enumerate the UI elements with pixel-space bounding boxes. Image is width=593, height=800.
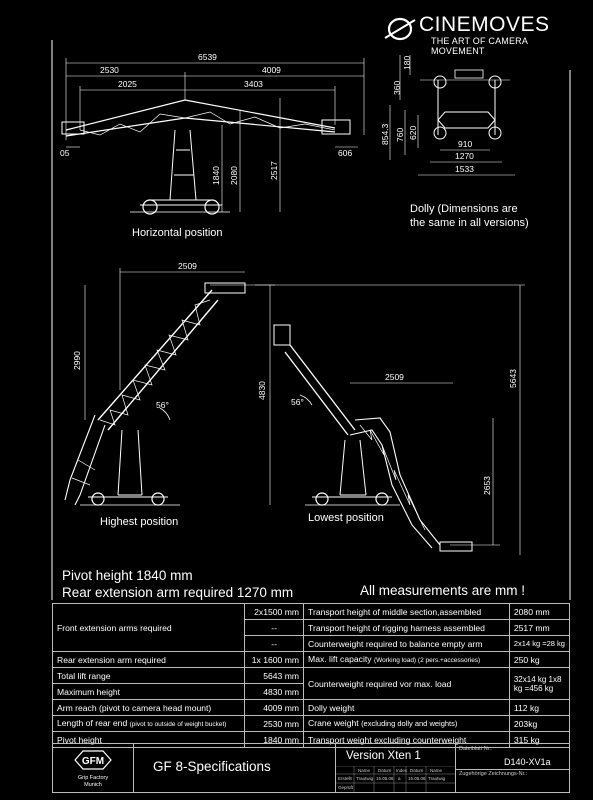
spec-label-lift-range: Total lift range xyxy=(53,668,245,684)
version-label: Version Xten 1 xyxy=(346,750,421,762)
dolly-dim-w3: 1533 xyxy=(455,164,474,174)
lowest-dim-reach: 2509 xyxy=(385,372,404,382)
spec-value-front-ext: 2x1500 mm xyxy=(245,604,304,620)
spec-value-counterweight-max: 32x14 kg 1x8 kg =456 kg xyxy=(509,668,569,700)
spec-label-crane-weight: Crane weight xyxy=(308,718,359,728)
spec-label-arm-reach: Arm reach (pivot to camera head mount) xyxy=(53,700,245,716)
rear-extension-note: Rear extension arm required 1270 mm xyxy=(62,585,294,600)
lowest-caption: Lowest position xyxy=(308,512,384,524)
grid-index: Index xyxy=(396,768,408,773)
spec-value-front-ext-3: -- xyxy=(245,636,304,652)
spec-label-rear-ext: Rear extension arm required xyxy=(53,652,245,668)
highest-position-drawing xyxy=(65,268,275,505)
gfm-logo xyxy=(53,744,134,792)
spec-value-arm-reach: 4009 mm xyxy=(245,700,304,716)
lowest-position-drawing xyxy=(255,285,525,555)
file-number-label: Dateiblatt Nr.: xyxy=(459,746,493,752)
highest-dim-height: 4830 xyxy=(257,381,267,400)
spec-label-max-height: Maximum height xyxy=(53,684,245,700)
pivot-note: Pivot height 1840 mm xyxy=(62,568,193,583)
dim-rear: 2530 xyxy=(100,65,119,75)
lowest-dim-angle: 56° xyxy=(291,397,304,407)
title-block xyxy=(52,743,570,793)
spec-label-counterweight-max: Counterweight required vor max. load xyxy=(304,668,510,700)
gfm-sub2: Munich xyxy=(84,782,102,788)
lowest-dim-height: 2653 xyxy=(482,476,492,495)
dim-right-small: 606 xyxy=(338,148,353,158)
spec-value-lift-range: 5643 mm xyxy=(245,668,304,684)
spec-label-front-ext: Front extension arms required xyxy=(53,604,245,652)
spec-label-pivot-height: Pivot height xyxy=(53,732,245,748)
brand-tagline: THE ART OF CAMERA MOVEMENT xyxy=(431,36,528,56)
spec-table xyxy=(52,603,570,748)
gfm-sub1: Grip Factory xyxy=(77,775,109,781)
spec-value-counterweight-empty: 2x14 kg =28 kg xyxy=(509,636,569,652)
horizontal-position-drawing xyxy=(62,58,364,214)
dolly-dim-v1: 854.3 xyxy=(380,123,390,145)
spec-note-max-lift: (Working load) (2 pers.+accessories) xyxy=(373,656,481,664)
file-number-value: D140-XV1a xyxy=(504,757,551,767)
spec-value-transport-weight: 315 kg xyxy=(509,732,569,748)
spec-label-counterweight-empty: Counterweight required to balance empty arm xyxy=(304,636,510,652)
grid-datum2: Datum xyxy=(410,768,424,773)
spec-label-rear-end: Length of rear end xyxy=(57,717,128,728)
spec-value-pivot-height: 1840 mm xyxy=(245,732,304,748)
spec-note-rear-end: (pivot to outside of weight bucket) xyxy=(129,720,227,728)
dim-front: 4009 xyxy=(262,65,281,75)
lowest-dim-total: 5643 xyxy=(508,369,518,388)
grid-geprueft: Geprüft xyxy=(338,785,354,790)
spec-value-front-ext-2: -- xyxy=(245,620,304,636)
dolly-dim-w2: 1270 xyxy=(455,151,474,161)
spec-value-max-lift: 250 kg xyxy=(509,652,569,668)
dim-rear-inner: 2025 xyxy=(118,79,137,89)
dolly-dim-v2: 760 xyxy=(395,127,405,142)
spec-label-max-lift: Max. lift capacity xyxy=(308,653,372,664)
dolly-caption-line1: Dolly (Dimensions are xyxy=(410,203,518,215)
grid-date1: 15.05.06 xyxy=(376,776,394,781)
dim-total: 6539 xyxy=(198,52,217,62)
highest-dim-reach: 2509 xyxy=(178,261,197,271)
horizontal-caption: Horizontal position xyxy=(132,227,223,239)
gfm-badge-icon xyxy=(73,748,113,772)
version-box xyxy=(335,744,456,792)
dolly-caption-line2: the same in all versions) xyxy=(410,217,529,229)
grid-erstellt: Erstellt xyxy=(338,776,352,781)
highest-dim-vertical: 2990 xyxy=(72,351,82,370)
spec-value-rear-ext: 1x 1600 mm xyxy=(245,652,304,668)
units-note: All measurements are mm ! xyxy=(360,583,526,598)
dolly-dim-v3: 620 xyxy=(408,125,418,140)
dolly-dim-top2: 360 xyxy=(392,80,402,95)
dolly-top-view-drawing xyxy=(390,55,515,175)
spec-value-transport-harness: 2517 mm xyxy=(509,620,569,636)
spec-value-max-height: 4830 mm xyxy=(245,684,304,700)
dim-front-inner: 3403 xyxy=(244,79,263,89)
spec-label-dolly-weight: Dolly weight xyxy=(304,700,510,716)
grid-datum: Datum xyxy=(378,768,392,773)
grid-name2: Name xyxy=(430,768,443,773)
dolly-dim-w1: 910 xyxy=(458,139,473,149)
gfm-logo-text: GFM xyxy=(81,756,105,767)
spec-value-transport-middle: 2080 mm xyxy=(509,604,569,620)
dim-h3: 2517 xyxy=(269,161,279,180)
spec-value-crane-weight: 203kg xyxy=(509,716,569,732)
spec-note-crane-weight: (excluding dolly and weights) xyxy=(361,719,458,728)
highest-dim-angle: 56° xyxy=(156,400,169,410)
file-info-box xyxy=(455,744,570,792)
dolly-dim-top1: 180 xyxy=(402,55,412,70)
dim-h1: 1840 xyxy=(211,166,221,185)
grid-by1: Trautwig xyxy=(356,776,374,781)
spec-label-transport-weight: Transport weight excluding counterweight xyxy=(304,732,510,748)
spec-value-rear-end: 2530 mm xyxy=(245,716,304,732)
document-title: GF 8-Specifications xyxy=(153,759,271,774)
highest-caption: Highest position xyxy=(100,516,179,528)
dim-left-small: 05 xyxy=(60,148,70,158)
spec-label-transport-middle: Transport height of middle section,assembled xyxy=(304,604,510,620)
grid-name: Name xyxy=(358,768,371,773)
brand-name: CINEMOVES xyxy=(419,13,550,36)
spec-label-transport-harness: Transport height of rigging harness assembled xyxy=(304,620,510,636)
related-drawing-label: Zugehörige Zeichnungs-Nr.: xyxy=(459,771,528,777)
grid-by2: Trautwig xyxy=(428,776,446,781)
grid-date2: 15.05.06 xyxy=(408,776,426,781)
spec-value-dolly-weight: 112 kg xyxy=(509,700,569,716)
grid-idx: a xyxy=(398,776,401,781)
dim-h2: 2080 xyxy=(229,166,239,185)
